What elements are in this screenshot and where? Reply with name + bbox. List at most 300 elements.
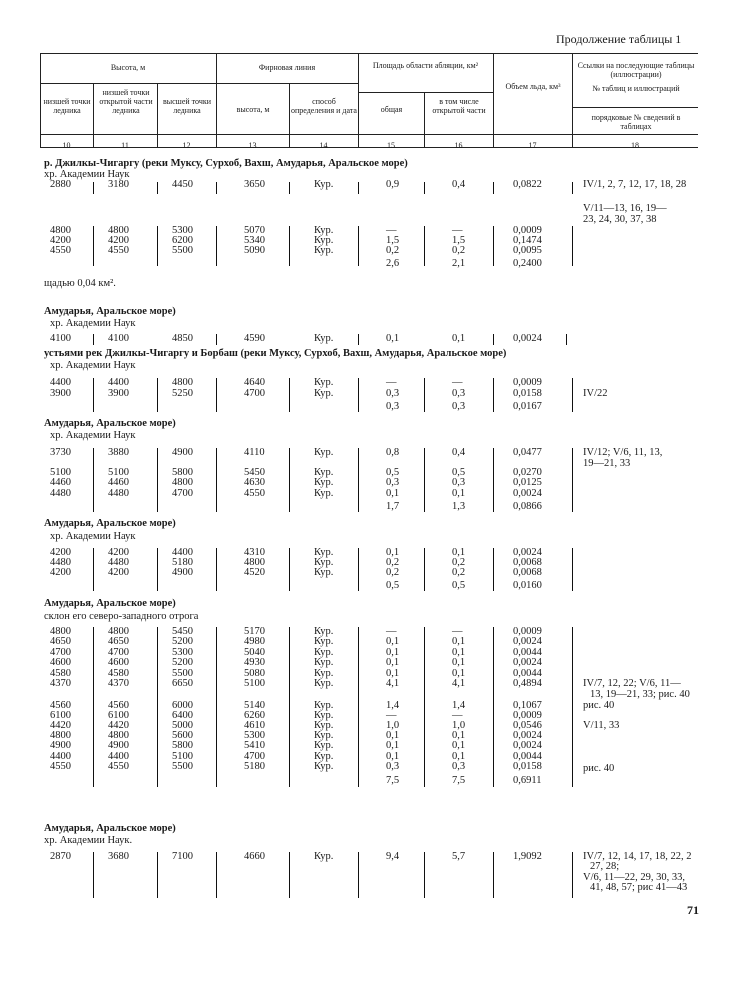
- cell-c12: 5500: [172, 668, 193, 679]
- cell-c14: Кур.: [314, 333, 334, 344]
- cell-c15: 7,5: [386, 775, 400, 786]
- header-vline: [424, 92, 425, 147]
- cell-c11: 4650: [108, 636, 129, 647]
- cell-c14: Кур.: [314, 668, 334, 679]
- cell-c15: 0,1: [386, 740, 400, 751]
- column-tick: [358, 378, 359, 412]
- col-number: 15: [387, 141, 395, 150]
- cell-c10: 4420: [50, 720, 71, 731]
- cell-c16: 0,4: [452, 447, 466, 458]
- column-tick: [493, 334, 494, 345]
- cell-c12: 5000: [172, 720, 193, 731]
- cell-c16: 0,1: [452, 547, 466, 558]
- cell-c13: 3650: [244, 179, 265, 190]
- cell-c15: 0,3: [386, 401, 400, 412]
- cell-c12: 5450: [172, 626, 193, 637]
- cell-c17: 0,0125: [513, 477, 542, 488]
- cell-c17: 0,0270: [513, 467, 542, 478]
- cell-c13: 5100: [244, 678, 265, 689]
- cell-c17: 0,0009: [513, 626, 542, 637]
- column-tick: [358, 852, 359, 898]
- cell-c16: 0,2: [452, 245, 466, 256]
- cell-c15: 0,1: [386, 333, 400, 344]
- column-tick: [572, 378, 573, 412]
- cell-c11: 4560: [108, 700, 129, 711]
- cell-c13: 6260: [244, 710, 265, 721]
- cell-c13: 4930: [244, 657, 265, 668]
- cell-c16: 1,3: [452, 501, 466, 512]
- col-number: 10: [62, 141, 71, 150]
- cell-c18: V/11, 33: [583, 720, 620, 731]
- cell-c13: 4550: [244, 488, 265, 499]
- cell-c14: Кур.: [314, 626, 334, 637]
- col-number: 13: [248, 141, 257, 150]
- cell-c15: 1,5: [386, 235, 400, 246]
- cell-c10: 4700: [50, 647, 71, 658]
- cell-c17: 0,0009: [513, 377, 542, 388]
- cell-c16: —: [452, 710, 463, 721]
- cell-c16: 0,3: [452, 388, 466, 399]
- column-tick: [424, 852, 425, 898]
- cell-c14: Кур.: [314, 761, 334, 772]
- header-col18a: № таблиц и иллюстраций: [592, 84, 680, 93]
- cell-c10: 4650: [50, 636, 71, 647]
- cell-c16: 0,5: [452, 467, 466, 478]
- cell-c13: 5340: [244, 235, 265, 246]
- header-volume: Объем льда, км³: [505, 82, 561, 91]
- column-tick: [572, 182, 573, 194]
- block-title: Амударья, Аральское море): [44, 306, 176, 317]
- cell-c12: 5180: [172, 557, 193, 568]
- cell-c15: 0,2: [386, 557, 400, 568]
- header-col10: низшей точки ледника: [43, 97, 91, 115]
- column-tick: [157, 852, 158, 898]
- cell-c10: 2870: [50, 851, 71, 862]
- column-tick: [157, 182, 158, 194]
- column-tick: [424, 378, 425, 412]
- header-height-group: Высота, м: [110, 63, 146, 72]
- cell-c18: 23, 24, 30, 37, 38: [583, 214, 657, 225]
- cell-c15: 0,8: [386, 447, 400, 458]
- cell-c12: 5800: [172, 740, 193, 751]
- cell-c11: 4420: [108, 720, 129, 731]
- column-tick: [358, 334, 359, 345]
- block-subtitle: хр. Академии Наук.: [44, 835, 133, 846]
- cell-c12: 6200: [172, 235, 193, 246]
- col-number: 16: [454, 141, 463, 150]
- cell-c15: 0,3: [386, 761, 400, 772]
- header-area-group: Площадь области абляции, км²: [372, 61, 479, 70]
- cell-c14: Кур.: [314, 447, 334, 458]
- column-tick: [289, 448, 290, 512]
- column-tick: [424, 226, 425, 266]
- header-col12: высшей точки ледника: [162, 97, 212, 115]
- cell-c17: 0,2400: [513, 258, 542, 269]
- cell-c16: 0,1: [452, 647, 466, 658]
- column-tick: [216, 548, 217, 591]
- column-tick: [93, 448, 94, 512]
- column-tick: [424, 448, 425, 512]
- block-title: Амударья, Аральское море): [44, 823, 176, 834]
- cell-c12: 5800: [172, 467, 193, 478]
- cell-c18: 19—21, 33: [583, 458, 631, 469]
- column-tick: [157, 378, 158, 412]
- header-col14: способ определения и дата: [291, 97, 357, 115]
- cell-c18: IV/22: [583, 388, 608, 399]
- cell-c16: 0,1: [452, 488, 466, 499]
- header-col11: низшей точки открытой части ледника: [99, 88, 153, 115]
- cell-c17: 0,0068: [513, 567, 542, 578]
- cell-c11: 3900: [108, 388, 129, 399]
- cell-c15: —: [386, 225, 397, 236]
- column-tick: [93, 627, 94, 787]
- cell-c17: 0,0024: [513, 333, 542, 344]
- column-tick: [424, 627, 425, 787]
- column-tick: [358, 226, 359, 266]
- cell-c17: 0,0160: [513, 580, 542, 591]
- cell-c15: 0,1: [386, 668, 400, 679]
- cell-c14: Кур.: [314, 730, 334, 741]
- cell-c15: 1,7: [386, 501, 400, 512]
- cell-c14: Кур.: [314, 720, 334, 731]
- cell-c15: 1,0: [386, 720, 400, 731]
- cell-c12: 6000: [172, 700, 193, 711]
- cell-c12: 4900: [172, 447, 193, 458]
- cell-c17: 0,0822: [513, 179, 542, 190]
- cell-c11: 4400: [108, 377, 129, 388]
- cell-c10: 4480: [50, 488, 71, 499]
- cell-c10: 2880: [50, 179, 71, 190]
- cell-c12: 5600: [172, 730, 193, 741]
- cell-c17: 0,0009: [513, 710, 542, 721]
- cell-c12: 5200: [172, 657, 193, 668]
- cell-c11: 4550: [108, 761, 129, 772]
- cell-c13: 4980: [244, 636, 265, 647]
- cell-c15: —: [386, 377, 397, 388]
- cell-c13: 4700: [244, 751, 265, 762]
- column-tick: [216, 334, 217, 345]
- cell-c15: 1,4: [386, 700, 400, 711]
- cell-c13: 4110: [244, 447, 265, 458]
- cell-c17: 0,1067: [513, 700, 542, 711]
- cell-c13: 5170: [244, 626, 265, 637]
- block-title: Амударья, Аральское море): [44, 418, 176, 429]
- column-tick: [493, 378, 494, 412]
- cell-c16: 1,0: [452, 720, 466, 731]
- cell-c16: 0,1: [452, 636, 466, 647]
- page-number: 71: [687, 903, 699, 917]
- cell-c15: 9,4: [386, 851, 400, 862]
- column-tick: [93, 226, 94, 266]
- cell-c18: 27, 28;: [590, 861, 620, 872]
- cell-c11: 3180: [108, 179, 129, 190]
- cell-c12: 4400: [172, 547, 193, 558]
- cell-c18: 41, 48, 57; рис 41—43: [590, 882, 688, 893]
- cell-c12: 5250: [172, 388, 193, 399]
- cell-c18: V/11—13, 16, 19—: [583, 203, 667, 214]
- cell-c13: 4610: [244, 720, 265, 731]
- block-title: р. Джилкы-Чигаргу (реки Муксу, Сурхоб, Вахш, Амударья, Аральское море): [44, 158, 408, 169]
- column-tick: [157, 448, 158, 512]
- cell-c17: 1,9092: [513, 851, 542, 862]
- cell-c14: Кур.: [314, 488, 334, 499]
- column-tick: [93, 334, 94, 345]
- cell-c17: 0,0024: [513, 657, 542, 668]
- block-title: устьями рек Джилкы-Чигаргу и Борбаш (реки Муксу, Сурхоб, Вахш, Амударья, Аральское море): [44, 348, 507, 359]
- header-vline: [289, 83, 290, 147]
- cell-c16: 0,1: [452, 751, 466, 762]
- cell-c16: 0,2: [452, 567, 466, 578]
- cell-c17: 0,0167: [513, 401, 542, 412]
- cell-c15: 0,5: [386, 580, 400, 591]
- cell-c14: Кур.: [314, 740, 334, 751]
- cell-c17: 0,0044: [513, 751, 542, 762]
- cell-c17: 0,0009: [513, 225, 542, 236]
- cell-c15: 0,1: [386, 657, 400, 668]
- column-tick: [358, 448, 359, 512]
- column-tick: [289, 548, 290, 591]
- cell-c16: —: [452, 377, 463, 388]
- cell-c11: 3880: [108, 447, 129, 458]
- column-tick: [358, 548, 359, 591]
- cell-c13: 5080: [244, 668, 265, 679]
- cell-c11: 4580: [108, 668, 129, 679]
- column-tick: [572, 627, 573, 787]
- cell-c11: 4200: [108, 235, 129, 246]
- cell-c12: 5500: [172, 245, 193, 256]
- cell-c17: 0,4894: [513, 678, 542, 689]
- header-refs: Ссылки на последующие таблицы (иллюстрации): [577, 61, 695, 79]
- header-bottom-rule: [40, 134, 698, 135]
- col-number: 18: [631, 141, 639, 150]
- cell-c11: 4200: [108, 567, 129, 578]
- col-number: 17: [528, 141, 537, 150]
- cell-c18: V/6, 11—22, 29, 30, 33,: [583, 872, 685, 883]
- cell-c10: 4600: [50, 657, 71, 668]
- column-tick: [572, 448, 573, 512]
- cell-c12: 5300: [172, 647, 193, 658]
- header-col13: высота, м: [236, 105, 270, 114]
- cell-c10: 4370: [50, 678, 71, 689]
- column-tick: [493, 548, 494, 591]
- block-title: Амударья, Аральское море): [44, 518, 176, 529]
- col-number: 12: [182, 141, 191, 150]
- cell-c17: 0,0044: [513, 668, 542, 679]
- cell-c16: 0,2: [452, 557, 466, 568]
- cell-c14: Кур.: [314, 636, 334, 647]
- footnote: щадью 0,04 км².: [44, 278, 116, 289]
- cell-c11: 4900: [108, 740, 129, 751]
- cell-c17: 0,0095: [513, 245, 542, 256]
- column-tick: [572, 226, 573, 266]
- column-tick: [216, 448, 217, 512]
- cell-c10: 4800: [50, 730, 71, 741]
- cell-c17: 0,0024: [513, 730, 542, 741]
- cell-c15: —: [386, 626, 397, 637]
- cell-c14: Кур.: [314, 235, 334, 246]
- cell-c12: 7100: [172, 851, 193, 862]
- cell-c13: 4520: [244, 567, 265, 578]
- cell-c11: 4200: [108, 547, 129, 558]
- cell-c14: Кур.: [314, 657, 334, 668]
- cell-c11: 3680: [108, 851, 129, 862]
- cell-c14: Кур.: [314, 467, 334, 478]
- cell-c11: 4700: [108, 647, 129, 658]
- cell-c17: 0,0024: [513, 636, 542, 647]
- cell-c12: 4800: [172, 377, 193, 388]
- cell-c13: 5450: [244, 467, 265, 478]
- cell-c11: 6100: [108, 710, 129, 721]
- column-tick: [572, 852, 573, 898]
- cell-c12: 4700: [172, 488, 193, 499]
- cell-c11: 4600: [108, 657, 129, 668]
- cell-c10: 4200: [50, 567, 71, 578]
- column-tick: [289, 182, 290, 194]
- cell-c14: Кур.: [314, 851, 334, 862]
- header-firn-group: Фирновая линия: [258, 63, 316, 72]
- cell-c17: 0,0024: [513, 547, 542, 558]
- cell-c11: 4400: [108, 751, 129, 762]
- cell-c16: 0,3: [452, 477, 466, 488]
- cell-c15: —: [386, 710, 397, 721]
- col-number: 11: [121, 141, 129, 150]
- block-subtitle: хр. Академии Наук: [50, 318, 136, 329]
- cell-c14: Кур.: [314, 225, 334, 236]
- cell-c17: 0,0068: [513, 557, 542, 568]
- column-tick: [493, 852, 494, 898]
- cell-c12: 5300: [172, 225, 193, 236]
- cell-c12: 4850: [172, 333, 193, 344]
- column-tick: [358, 182, 359, 194]
- block-subtitle: хр. Академии Наук: [44, 169, 130, 180]
- cell-c12: 4450: [172, 179, 193, 190]
- cell-c14: Кур.: [314, 179, 334, 190]
- column-tick: [157, 627, 158, 787]
- cell-c13: 5140: [244, 700, 265, 711]
- cell-c16: 0,3: [452, 761, 466, 772]
- cell-c13: 5090: [244, 245, 265, 256]
- cell-c11: 4800: [108, 626, 129, 637]
- cell-c18: IV/1, 2, 7, 12, 17, 18, 28: [583, 179, 687, 190]
- cell-c11: 4550: [108, 245, 129, 256]
- cell-c10: 4900: [50, 740, 71, 751]
- header-area-rule: [358, 92, 493, 93]
- cell-c12: 4800: [172, 477, 193, 488]
- cell-c16: 0,5: [452, 580, 466, 591]
- cell-c16: 5,7: [452, 851, 466, 862]
- block-title: Амударья, Аральское море): [44, 598, 176, 609]
- cell-c11: 4370: [108, 678, 129, 689]
- column-tick: [572, 548, 573, 591]
- cell-c13: 5300: [244, 730, 265, 741]
- column-tick: [424, 548, 425, 591]
- cell-c10: 5100: [50, 467, 71, 478]
- header-col16: в том числе открытой части: [432, 97, 486, 115]
- column-tick: [157, 226, 158, 266]
- cell-c13: 5180: [244, 761, 265, 772]
- cell-c16: 0,1: [452, 333, 466, 344]
- cell-c16: 0,1: [452, 740, 466, 751]
- header-refs-rule: [572, 107, 698, 108]
- cell-c13: 5040: [244, 647, 265, 658]
- column-tick: [493, 448, 494, 512]
- cell-c14: Кур.: [314, 557, 334, 568]
- cell-c14: Кур.: [314, 751, 334, 762]
- cell-c10: 6100: [50, 710, 71, 721]
- column-tick: [216, 627, 217, 787]
- cell-c16: 0,3: [452, 401, 466, 412]
- cell-c13: 5410: [244, 740, 265, 751]
- cell-c12: 6400: [172, 710, 193, 721]
- cell-c12: 4900: [172, 567, 193, 578]
- cell-c16: 0,1: [452, 668, 466, 679]
- column-tick: [358, 627, 359, 787]
- cell-c17: 0,0024: [513, 740, 542, 751]
- cell-c16: 7,5: [452, 775, 466, 786]
- block-subtitle: хр. Академии Наук: [50, 531, 136, 542]
- column-tick: [93, 852, 94, 898]
- column-tick: [493, 226, 494, 266]
- cell-c12: 5200: [172, 636, 193, 647]
- header-top-rule: [40, 53, 698, 54]
- cell-c11: 5100: [108, 467, 129, 478]
- cell-c14: Кур.: [314, 678, 334, 689]
- cell-c15: 0,2: [386, 567, 400, 578]
- cell-c11: 4800: [108, 225, 129, 236]
- cell-c14: Кур.: [314, 647, 334, 658]
- cell-c16: 4,1: [452, 678, 466, 689]
- column-tick: [216, 226, 217, 266]
- cell-c10: 4400: [50, 377, 71, 388]
- header-group-rule: [40, 83, 358, 84]
- cell-c15: 0,5: [386, 467, 400, 478]
- cell-c14: Кур.: [314, 710, 334, 721]
- cell-c15: 2,6: [386, 258, 400, 269]
- header-vline: [358, 53, 359, 147]
- cell-c14: Кур.: [314, 547, 334, 558]
- column-tick: [93, 548, 94, 591]
- cell-c17: 0,0158: [513, 761, 542, 772]
- column-tick: [93, 378, 94, 412]
- cell-c15: 4,1: [386, 678, 400, 689]
- column-tick: [493, 627, 494, 787]
- header-vline: [572, 53, 573, 147]
- cell-c18: рис. 40: [583, 763, 615, 774]
- column-tick: [289, 378, 290, 412]
- cell-c10: 4460: [50, 477, 71, 488]
- cell-c10: 4200: [50, 547, 71, 558]
- cell-c12: 5100: [172, 751, 193, 762]
- cell-c15: 0,3: [386, 388, 400, 399]
- cell-c14: Кур.: [314, 477, 334, 488]
- cell-c18: IV/7, 12, 22; V/6, 11—: [583, 678, 681, 689]
- cell-c13: 4800: [244, 557, 265, 568]
- cell-c17: 0,0024: [513, 488, 542, 499]
- column-tick: [157, 548, 158, 591]
- cell-c12: 6650: [172, 678, 193, 689]
- cell-c17: 0,0477: [513, 447, 542, 458]
- cell-c11: 4480: [108, 557, 129, 568]
- column-tick: [93, 182, 94, 194]
- header-col18b: порядковые № сведений в таблицах: [591, 113, 681, 131]
- cell-c14: Кур.: [314, 245, 334, 256]
- cell-c18: 13, 19—21, 33; рис. 40: [590, 689, 690, 700]
- cell-c16: 1,5: [452, 235, 466, 246]
- cell-c10: 4480: [50, 557, 71, 568]
- cell-c13: 5070: [244, 225, 265, 236]
- cell-c10: 4800: [50, 626, 71, 637]
- cell-c15: 0,3: [386, 477, 400, 488]
